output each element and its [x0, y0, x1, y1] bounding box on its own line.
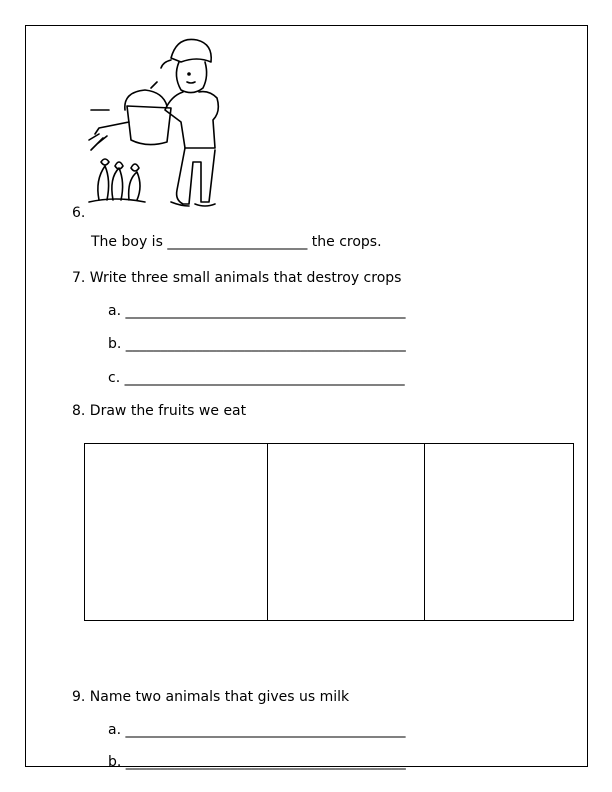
- q7-answer-blank-c[interactable]: ________________________________________: [124, 370, 405, 386]
- q9-line-b: [108, 755, 406, 769]
- fruit-drawing-boxes: [84, 443, 574, 621]
- q6-answer-blank[interactable]: ____________________: [167, 234, 308, 250]
- q7-answer-blank-a[interactable]: ________________________________________: [125, 303, 406, 319]
- drawing-box-3[interactable]: [425, 444, 573, 620]
- question-7-prompt: 7. Write three small animals that destroy crops: [72, 270, 402, 286]
- q9-answer-blank-b[interactable]: ________________________________________: [125, 754, 406, 770]
- q7-line-a: [108, 304, 405, 318]
- question-6-number: 6.: [72, 205, 86, 221]
- q7-line-c: [108, 371, 405, 385]
- q7-line-b: [108, 337, 406, 351]
- question-8-prompt: 8. Draw the fruits we eat: [72, 403, 247, 419]
- boy-watering-plants-illustration: [85, 30, 235, 220]
- q7-label-a: a.: [108, 303, 122, 319]
- q9-label-a: a.: [108, 722, 122, 738]
- q7-label-b: b.: [108, 336, 122, 352]
- question-9-prompt: 9. Name two animals that gives us milk: [72, 689, 350, 705]
- question-6-sentence: [91, 235, 382, 249]
- drawing-box-2[interactable]: [268, 444, 425, 620]
- q9-answer-blank-a[interactable]: ________________________________________: [125, 722, 406, 738]
- q6-sentence-start: The boy is: [91, 234, 163, 250]
- q7-answer-blank-b[interactable]: ________________________________________: [125, 336, 406, 352]
- q9-label-b: b.: [108, 754, 122, 770]
- q7-label-c: c.: [108, 370, 121, 386]
- q6-sentence-end: the crops.: [311, 234, 382, 250]
- drawing-box-1[interactable]: [85, 444, 268, 620]
- q9-line-a: [108, 723, 405, 737]
